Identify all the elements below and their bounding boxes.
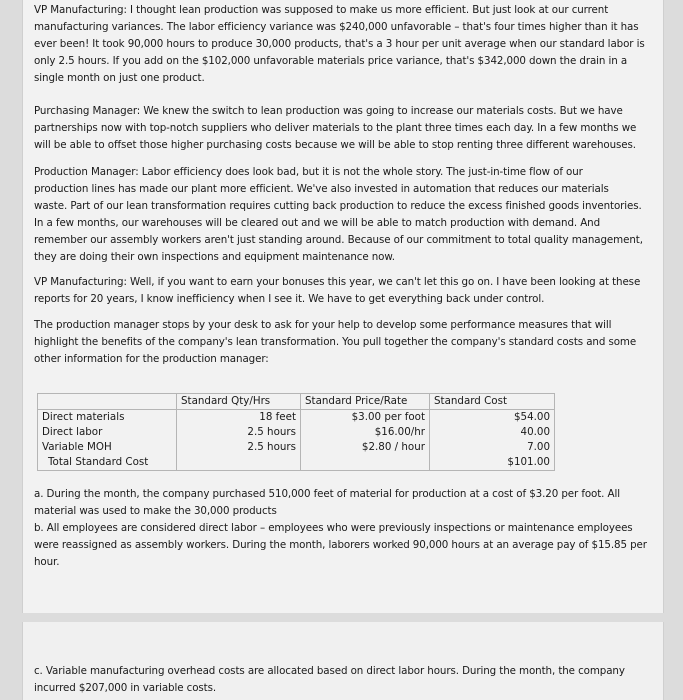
production-manager-paragraph: Production Manager: Labor efficiency does look bad, but it is not the whole story. The just-in-time flow of our production lines has made our plant more efficient. We've also invested in automation that reduces our materials waste. Part of our lean transformation requires cutting back production to reduce the excess finished goods inventories. In a few months, our warehouses will be cleared out and we will be able to match production with demand. And remember our assembly workers aren't just standing around. Because of our commitment to total quality management, they are doing their own inspections and equipment maintenance now. [34,166,643,263]
table-cell: $2.80 / hour [301,440,430,455]
table-cell: $54.00 [430,410,555,426]
standard-cost-table [37,393,555,471]
table-cell: $16.00/hr [301,425,430,440]
table-cell: $3.00 per foot [301,410,430,426]
table-cell: 2.5 hours [177,425,301,440]
table-cell: Total Standard Cost [38,455,177,471]
table-cell: 40.00 [430,425,555,440]
table-cell: 7.00 [430,440,555,455]
document-page [22,0,664,613]
item-a-paragraph: a. During the month, the company purchased 510,000 feet of material for production at a cost of $3.20 per foot. All material was used to make the 30,000 products [34,488,620,517]
table-row [38,425,555,440]
intro-paragraph: The production manager stops by your desk to ask for your help to develop some performance measures that will highlight the benefits of the company's lean transformation. You pull together the company's standard costs and some other information for the production manager: [34,319,637,365]
vp-manufacturing-paragraph-2: VP Manufacturing: Well, if you want to earn your bonuses this year, we can't let this go on. I have been looking at these reports for 20 years, I know inefficiency when I see it. We have to get everything back under control. [34,276,641,305]
table-total-row [38,455,555,471]
table-row [38,440,555,455]
table-header-cell [38,394,177,410]
table-header-row [38,394,555,410]
table-cell: 2.5 hours [177,440,301,455]
table-cell [301,455,430,471]
vp-manufacturing-paragraph-1: VP Manufacturing: I thought lean production was supposed to make us more efficient. But just look at our current manufacturing variances. The labor efficiency variance was $240,000 unfavorable – that's four times higher than it has ever been! It took 90,000 hours to produce 30,000 products, that's a 3 hour per unit average when our standard labor is only 2.5 hours. If you add on the $102,000 unfavorable materials price variance, that's $342,000 down the drain in a single month on just one product. [34,4,645,84]
item-c-paragraph: c. Variable manufacturing overhead costs are allocated based on direct labor hours. During the month, the company incurred $207,000 in variable costs. [34,665,625,694]
table-cell: Direct labor [38,425,177,440]
table-header-cell: Standard Cost [430,394,555,410]
purchasing-manager-paragraph: Purchasing Manager: We knew the switch to lean production was going to increase our materials costs. But we have partnerships now with top-notch suppliers who deliver materials to the plant three times each day. In a few months we will be able to offset those higher purchasing costs because we will be able to stop renting three different warehouses. [34,105,637,151]
table-cell [177,455,301,471]
table-row [38,410,555,426]
item-b-paragraph: b. All employees are considered direct labor – employees who were previously inspections or maintenance employees were reassigned as assembly workers. During the month, laborers worked 90,000 hours at an average pay of $15.85 per hour. [34,522,647,568]
table-cell: $101.00 [430,455,555,471]
table-cell: 18 feet [177,410,301,426]
document-page-2 [22,622,664,700]
table-header-cell: Standard Price/Rate [301,394,430,410]
table-cell: Variable MOH [38,440,177,455]
table-cell: Direct materials [38,410,177,426]
table-header-cell: Standard Qty/Hrs [177,394,301,410]
